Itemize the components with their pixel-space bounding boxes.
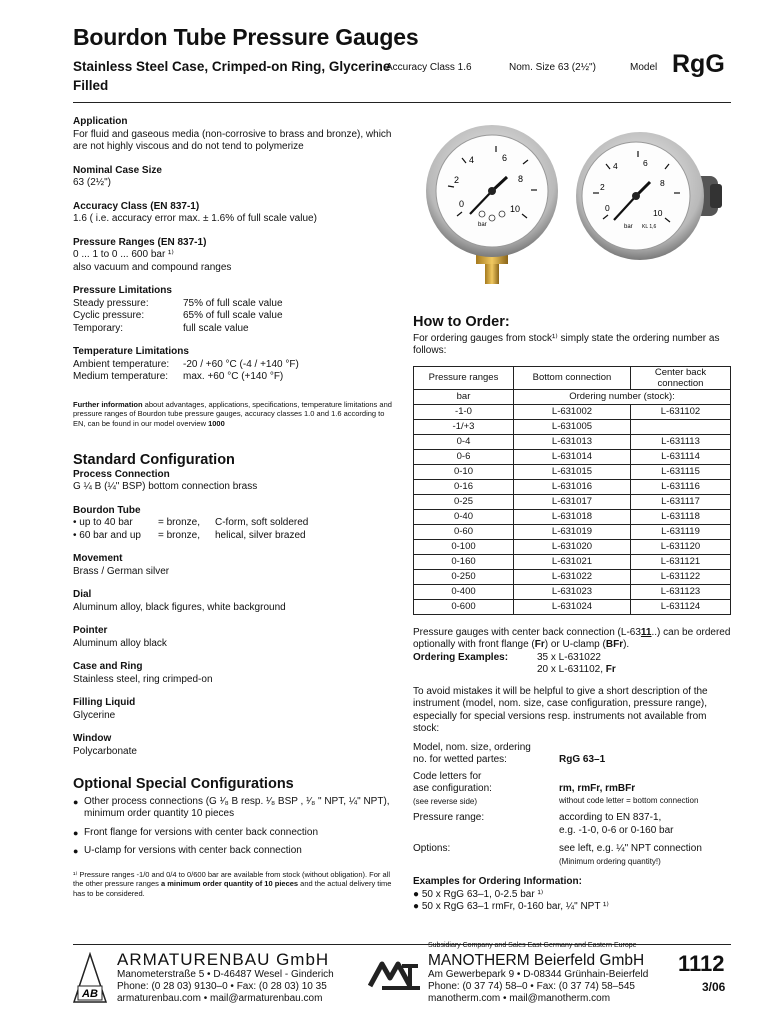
bourdon-section: Bourdon Tube • up to 40 bar = bronze, C-form, soft soldered • 60 bar and up = bronze, helical, silver brazed	[73, 505, 398, 543]
header-divider	[73, 102, 731, 103]
cell-range: 0-4	[414, 434, 514, 449]
dial-tick-label: 2	[454, 175, 460, 185]
dial-unit: bar	[478, 222, 487, 228]
dial-tick-label: 8	[660, 178, 665, 188]
cell-bottom: L-631017	[514, 494, 631, 509]
right-column	[413, 316, 731, 914]
cell-bottom: L-631019	[514, 524, 631, 539]
cell-range: 0-40	[414, 509, 514, 524]
footnote: ¹⁾ Pressure ranges -1/0 and 0/4 to 0/600 bar are available from stock (without obligation). For all the other pressure ranges a minimum order quantity of 10 pieces and the actual delivery time has to be considered.	[73, 869, 392, 898]
table-row	[414, 434, 731, 449]
dial-tick-label: 0	[459, 199, 465, 209]
mt-contact: Am Gewerbepark 9 • D-08344 Grünhain-Beierfeld Phone: (0 37 74) 58–0 • Fax: (0 37 74) 58–545 manotherm.com • mail@manotherm.com	[428, 969, 649, 1004]
cell-center: L-631120	[631, 539, 731, 554]
nominal-size: Nom. Size 63 (2½")	[509, 62, 596, 73]
th-center-back: Center back connection	[631, 366, 731, 389]
dial-tick-label: 6	[643, 158, 648, 168]
temp-row: Ambient temperature: -20 / +60 °C (-4 / +140 °F)	[73, 358, 299, 370]
table-row	[414, 509, 731, 524]
filling-section: Filling Liquid Glycerine	[73, 697, 136, 721]
process-section: Process Connection G ¼ B (¼" BSP) bottom connection brass	[73, 468, 258, 492]
movement-section: Movement Brass / German silver	[73, 553, 170, 577]
mt-subsidiary: Subsidiary Company and Sales East Germany and Eastern Europe	[428, 942, 637, 949]
cell-bottom: L-631024	[514, 599, 631, 614]
dial-tick-label: 2	[600, 182, 605, 192]
cell-center: L-631122	[631, 569, 731, 584]
option-item: ● Front flange for versions with center back connection	[73, 826, 319, 838]
how-to-order-heading: How to Order:	[413, 314, 510, 330]
ordering-table	[413, 366, 731, 615]
cell-center: L-631124	[631, 599, 731, 614]
bourdon-row: • up to 40 bar = bronze, C-form, soft soldered	[73, 517, 309, 528]
cell-range: 0-16	[414, 479, 514, 494]
temp-row: Medium temperature: max. +60 °C (+140 °F)	[73, 371, 284, 382]
center-back-note: Pressure gauges with center back connection (L-6311..) can be ordered optionally with front flange (Fr) or U-clamp (BFr).	[413, 626, 731, 650]
application-heading: Application	[73, 116, 128, 127]
ab-company-name: ARMATURENBAU GmbH	[117, 950, 330, 969]
model-code: RgG	[672, 50, 725, 78]
window-section: Window Polycarbonate	[73, 733, 137, 757]
cell-bottom: L-631015	[514, 464, 631, 479]
dial-section: Dial Aluminum alloy, black figures, white background	[73, 589, 286, 613]
temperature-section	[73, 346, 398, 384]
cell-range: 0-160	[414, 554, 514, 569]
left-column	[73, 116, 398, 898]
cell-range: -1/+3	[414, 419, 514, 434]
limits-section	[73, 285, 398, 335]
info-pressure-range: Pressure range: according to EN 837-1, e.g. -1-0, 0-6 or 0-160 bar	[413, 812, 674, 836]
nominal-heading: Nominal Case Size	[73, 164, 162, 176]
cell-center: L-631121	[631, 554, 731, 569]
dial-class: KL 1,6	[642, 224, 657, 230]
example-item: ● 50 x RgG 63–1, 0-2.5 bar ¹⁾	[413, 888, 544, 900]
cell-range: 0-400	[414, 584, 514, 599]
cell-center	[631, 419, 731, 434]
case-section: Case and Ring Stainless steel, ring crimped-on	[73, 661, 213, 685]
table-row	[414, 464, 731, 479]
cell-range: 0-100	[414, 539, 514, 554]
dial-tick-label: 8	[518, 174, 524, 184]
bullet-icon: ●	[73, 827, 79, 838]
cell-bottom: L-631021	[514, 554, 631, 569]
ranges-text-1: 0 ... 1 to 0 ... 600 bar ¹⁾	[73, 249, 174, 260]
ab-logo-text: AB	[82, 988, 98, 1000]
th-pressure-ranges: Pressure ranges	[414, 366, 514, 389]
cell-bottom: L-631002	[514, 404, 631, 419]
dial-tick-label: 6	[502, 153, 508, 163]
cell-bottom: L-631022	[514, 569, 631, 584]
cell-center: L-631117	[631, 494, 731, 509]
optional-config-heading: Optional Special Configurations	[73, 776, 294, 792]
examples-info-heading: Examples for Ordering Information:	[413, 876, 582, 887]
how-to-order-text: For ordering gauges from stock¹⁾ simply state the ordering number as follows:	[413, 332, 720, 356]
cell-range: 0-250	[414, 569, 514, 584]
accuracy-heading: Accuracy Class (EN 837-1)	[73, 200, 200, 212]
table-row	[414, 404, 731, 419]
dial-tick-label: 10	[510, 204, 521, 214]
mt-company-name: MANOTHERM Beierfeld GmbH	[428, 952, 645, 969]
accuracy-text: 1.6 ( i.e. accuracy error max. ± 1.6% of full scale value)	[73, 213, 317, 224]
cell-bottom: L-631020	[514, 539, 631, 554]
page-title: Bourdon Tube Pressure Gauges	[73, 24, 419, 50]
document-date: 3/06	[702, 980, 726, 994]
ranges-text-2: also vacuum and compound ranges	[73, 261, 232, 273]
cell-center: L-631123	[631, 584, 731, 599]
cell-range: 0-600	[414, 599, 514, 614]
cell-center: L-631119	[631, 524, 731, 539]
dial-tick-label: 10	[653, 208, 663, 218]
cell-center: L-631113	[631, 434, 731, 449]
bullet-icon: ●	[73, 796, 79, 807]
dial-tick-label: 0	[605, 203, 610, 213]
option-item: ● Other process connections (G ¹⁄₈ B resp. ¹⁄₈ BSP , ¹⁄₈ " NPT, ¼" NPT), minimum order quantity 10 pieces	[73, 795, 390, 819]
cell-center: L-631102	[631, 404, 731, 419]
bourdon-row: • 60 bar and up = bronze, helical, silver brazed	[73, 529, 306, 541]
table-row	[414, 494, 731, 509]
application-text: For fluid and gaseous media (non-corrosive to brass and bronze), which are not highly viscous and do not tend to polymerize	[73, 128, 392, 152]
cell-range: 0-25	[414, 494, 514, 509]
info-code-letters: Code letters for ase configuration: (see reverse side) rm, rmFr, rmBFr without code letter = bottom connection	[413, 770, 699, 806]
cell-range: 0-60	[414, 524, 514, 539]
table-row	[414, 599, 731, 614]
ordering-examples: Ordering Examples: 35 x L-631022 20 x L-631102, Fr	[413, 651, 616, 675]
standard-config-heading: Standard Configuration	[73, 452, 235, 468]
cell-center: L-631118	[631, 509, 731, 524]
limit-row: Steady pressure: 75% of full scale value	[73, 297, 283, 309]
pointer-section: Pointer Aluminum alloy black	[73, 625, 167, 649]
option-item: ● U-clamp for versions with center back connection	[73, 845, 302, 856]
gauge-photos	[410, 118, 740, 293]
cell-range: 0-10	[414, 464, 514, 479]
gauge-bottom-connection	[426, 125, 558, 284]
limit-row: Temporary: full scale value	[73, 322, 249, 334]
dial-tick-label: 4	[469, 155, 475, 165]
cell-center: L-631115	[631, 464, 731, 479]
cell-range: 0-6	[414, 449, 514, 464]
document-number: 1112	[678, 951, 725, 976]
page-subtitle: Stainless Steel Case, Crimped-on Ring, Glycerine Filled	[73, 59, 391, 93]
armaturenbau-logo-icon	[72, 952, 108, 1004]
table-row	[414, 569, 731, 584]
cell-bottom: L-631013	[514, 434, 631, 449]
ranges-section	[73, 237, 398, 275]
th-bottom-connection: Bottom connection	[514, 366, 631, 389]
application-section	[73, 116, 398, 154]
further-info: Further information about advantages, applications, specifications, temperature limitations and pressure ranges of Bourdon tube pressure gauges, accuracy classes 1.0 and 1.6 according to EN, can be found in our model overview 1000	[73, 399, 392, 428]
dial-unit: bar	[624, 224, 633, 230]
cell-center: L-631114	[631, 449, 731, 464]
cell-bottom: L-631018	[514, 509, 631, 524]
cell-bottom: L-631016	[514, 479, 631, 494]
table-row	[414, 449, 731, 464]
table-row	[414, 479, 731, 494]
model-label: Model	[630, 62, 658, 73]
example-item: ● 50 x RgG 63–1 rmFr, 0-160 bar, ¼" NPT ¹⁾	[413, 901, 609, 912]
bullet-icon: ●	[413, 888, 422, 900]
gauge-center-back-connection	[576, 132, 722, 260]
ab-contact: Manometerstraße 5 • D-46487 Wesel - Ginderich Phone: (0 28 03) 9130–0 • Fax: (0 28 03) 10 35 armaturenbau.com • mail@armaturenbau.com	[117, 969, 334, 1004]
bullet-icon: ●	[73, 846, 79, 856]
th-bar: bar	[414, 389, 514, 404]
accuracy-section	[73, 201, 398, 226]
avoid-mistakes-text: To avoid mistakes it will be helpful to give a short description of the instrument (model, nom. size, case configuration, pressure range), especially for special versions resp. instruments not available from stock:	[413, 685, 708, 734]
table-row	[414, 539, 731, 554]
ranges-heading: Pressure Ranges (EN 837-1)	[73, 236, 207, 248]
cell-bottom: L-631023	[514, 584, 631, 599]
accuracy-class: Accuracy Class 1.6	[386, 62, 472, 73]
table-row	[414, 524, 731, 539]
cell-center: L-631116	[631, 479, 731, 494]
cell-bottom: L-631014	[514, 449, 631, 464]
dial-tick-label: 4	[613, 161, 618, 171]
table-row	[414, 554, 731, 569]
info-model: Model, nom. size, ordering no. for wetted partes: RgG 63–1	[413, 741, 606, 765]
limits-heading: Pressure Limitations	[73, 285, 172, 296]
table-row	[414, 584, 731, 599]
manotherm-logo-icon	[368, 956, 422, 994]
th-ordering-number: Ordering number (stock):	[514, 389, 731, 404]
bullet-icon: ●	[413, 901, 422, 912]
limit-row: Cyclic pressure: 65% of full scale value	[73, 310, 283, 321]
nominal-text: 63 (2½")	[73, 177, 112, 188]
info-options: Options: see left, e.g. ¼" NPT connection (Minimum ordering quantity!)	[413, 843, 702, 866]
table-row	[414, 419, 731, 434]
cell-range: -1-0	[414, 404, 514, 419]
nominal-section	[73, 165, 398, 190]
cell-bottom: L-631005	[514, 419, 631, 434]
temperature-heading: Temperature Limitations	[73, 346, 189, 357]
